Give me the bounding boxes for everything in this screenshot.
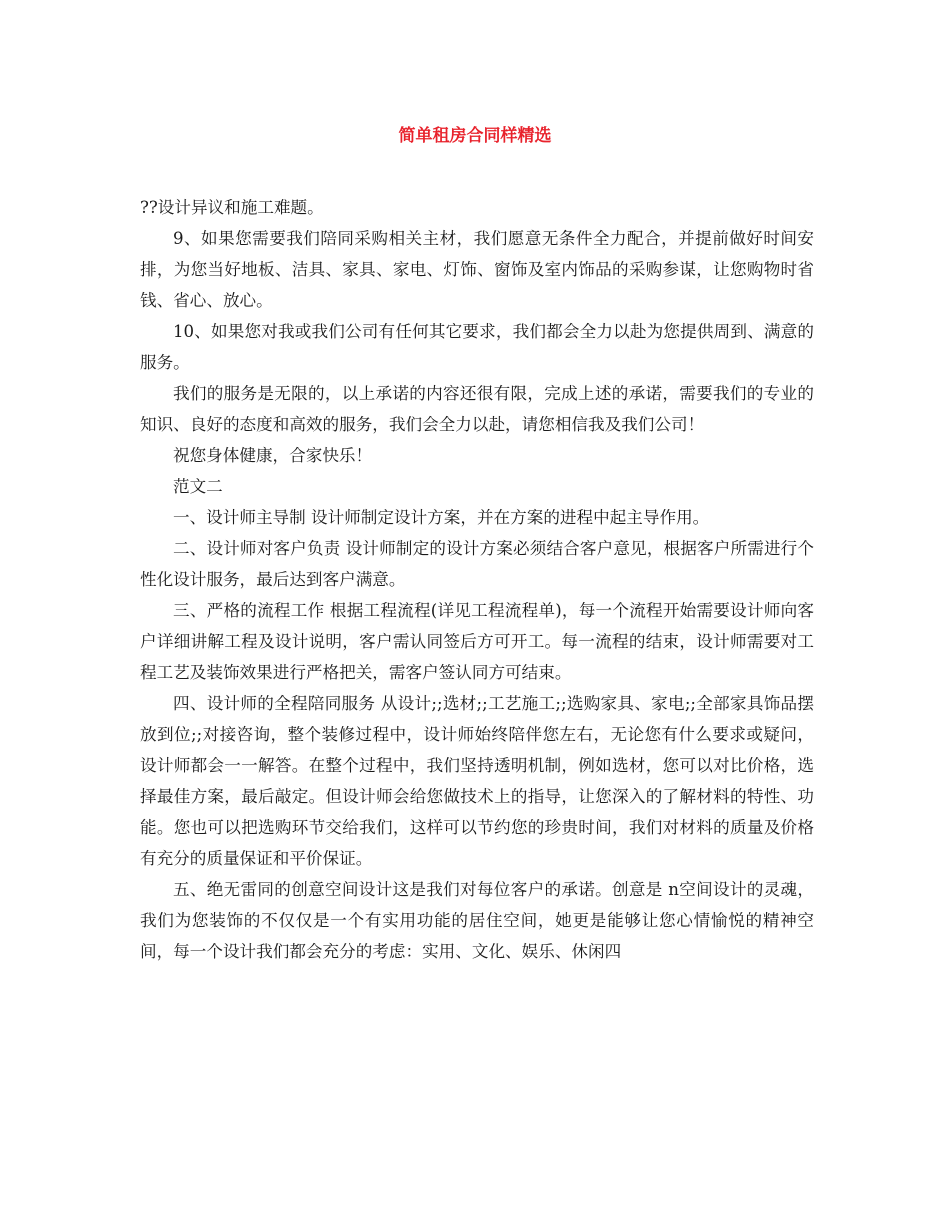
- document-title: 简单租房合同样精选: [398, 126, 552, 146]
- document-body: [140, 192, 814, 967]
- paragraph: 祝您身体健康，合家快乐！: [173, 446, 373, 465]
- paragraph: 10、如果您对我或我们公司有任何其它要求，我们都会全力以赴为您提供周到、满意的服务。: [140, 322, 814, 372]
- paragraph: 一、设计师主导制 设计师制定设计方案，并在方案的进程中起主导作用。: [173, 508, 710, 527]
- paragraph: 五、绝无雷同的创意空间设计这是我们对每位客户的承诺。创意是 n空间设计的灵魂，我们为您装饰的不仅仅是一个有实用功能的居住空间，她更是能够让您心情愉悦的精神空间，每一个设计我们都会充分的考虑：实用、文化、娱乐、休闲四: [140, 880, 814, 961]
- paragraph: 我们的服务是无限的，以上承诺的内容还很有限，完成上述的承诺，需要我们的专业的知识、良好的态度和高效的服务，我们会全力以赴，请您相信我及我们公司！: [140, 384, 814, 434]
- paragraph: 范文二: [173, 477, 223, 496]
- paragraph: 二、设计师对客户负责 设计师制定的设计方案必须结合客户意见，根据客户所需进行个性化设计服务，最后达到客户满意。: [140, 539, 814, 589]
- paragraph: 三、严格的流程工作 根据工程流程(详见工程流程单)，每一个流程开始需要设计师向客户详细讲解工程及设计说明，客户需认同签后方可开工。每一流程的结束，设计师需要对工程工艺及装饰效果进行严格把关，需客户签认同方可结束。: [140, 601, 814, 682]
- paragraph: 9、如果您需要我们陪同采购相关主材，我们愿意无条件全力配合，并提前做好时间安排，为您当好地板、洁具、家具、家电、灯饰、窗饰及室内饰品的采购参谋，让您购物时省钱、省心、放心。: [140, 229, 814, 310]
- paragraph: 四、设计师的全程陪同服务 从设计;;选材;;工艺施工;;选购家具、家电;;全部家具饰品摆放到位;;对接咨询，整个装修过程中，设计师始终陪伴您左右，无论您有什么要求或疑问，设计师都会一一解答。在整个过程中，我们坚持透明机制，例如选材，您可以对比价格，选择最佳方案，最后敲定。但设计师会给您做技术上的指导，让您深入的了解材料的特性、功能。您也可以把选购环节交给我们，这样可以节约您的珍贵时间，我们对材料的质量及价格有充分的质量保证和平价保证。: [140, 694, 814, 868]
- paragraph: ??设计异议和施工难题。: [140, 198, 324, 217]
